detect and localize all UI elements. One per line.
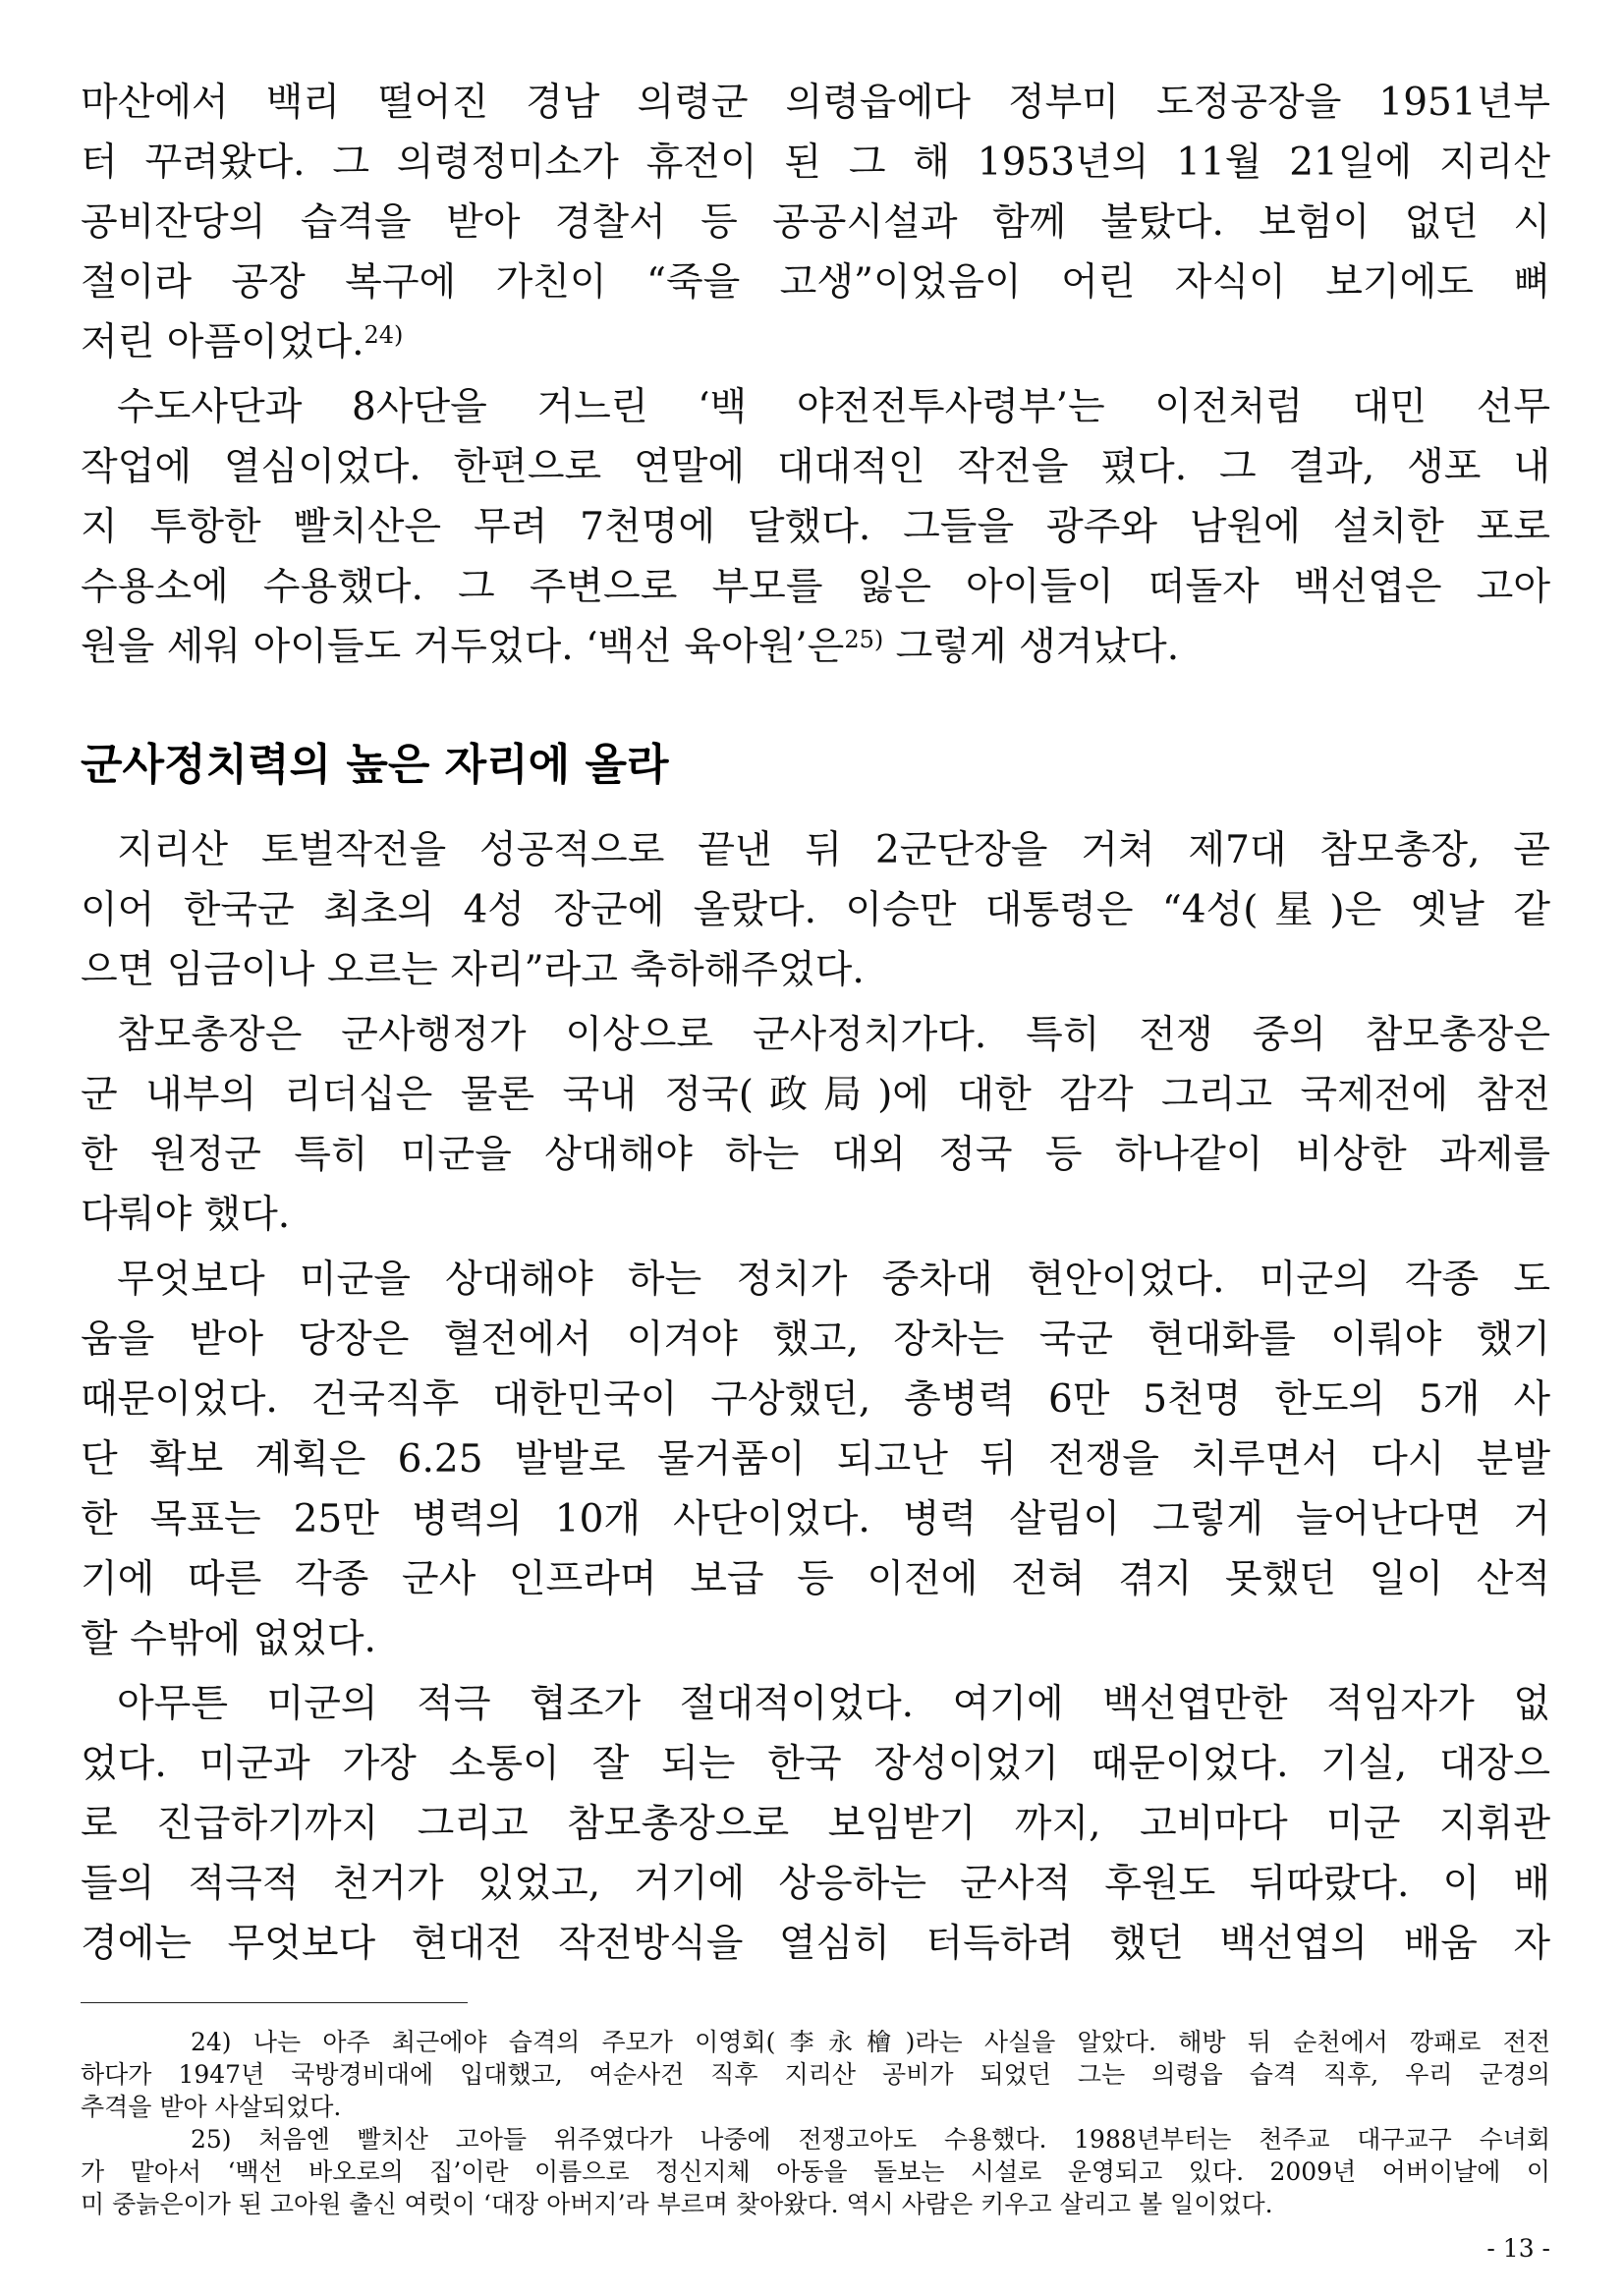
body-line: 터 꾸려왔다. 그 의령정미소가 휴전이 된 그 해 1953년의 11월 21일에 지리산 (81, 140, 1550, 185)
body-line: 작업에 열심이었다. 한편으로 연말에 대대적인 작전을 폈다. 그 결과, 생포 내 (81, 445, 1550, 489)
footnote-line (81, 2123, 1550, 2155)
body-line: 이어 한국군 최초의 4성 장군에 올랐다. 이승만 대통령은 “4성(星)은 옛날 같 (81, 888, 1550, 932)
body-line: 군 내부의 리더십은 물론 국내 정국(政局)에 대한 감각 그리고 국제전에 참전 (81, 1073, 1550, 1117)
footnote-text: 나는 아주 최근에야 습격의 주모가 이영회(李永檜)라는 사실을 알았다. 해방 뒤 순천에서 깡패로 전전 (252, 2028, 1550, 2056)
body-line (81, 312, 1550, 372)
body-line: 었다. 미군과 가장 소통이 잘 되는 한국 장성이었기 때문이었다. 기실, 대장으 (81, 1742, 1550, 1786)
body-line: 지 투항한 빨치산은 무려 7천명에 달했다. 그들을 광주와 남원에 설치한 포로 (81, 505, 1550, 549)
body-line-text: 원을 세워 아이들도 거두었다. ‘백선 육아원’은 (81, 625, 845, 669)
footnote-label: 24) (191, 2028, 232, 2056)
body-line: 들의 적극적 천거가 있었고, 거기에 상응하는 군사적 후원도 뒤따랐다. 이 배 (81, 1862, 1550, 1906)
body-line: 아무튼 미군의 적극 협조가 절대적이었다. 여기에 백선엽만한 적임자가 없 (117, 1682, 1550, 1726)
body-line: 공비잔당의 습격을 받아 경찰서 등 공공시설과 함께 불탔다. 보험이 없던 시 (81, 200, 1550, 245)
body-line: 다뤄야 했다. (81, 1193, 291, 1237)
footnote-divider (81, 2002, 468, 2003)
footnote-ref: 24) (364, 321, 404, 349)
body-line: 경에는 무엇보다 현대전 작전방식을 열심히 터득하려 했던 백선엽의 배움 자 (81, 1922, 1550, 1966)
footnote-label: 25) (191, 2125, 232, 2154)
body-line: 한 원정군 특히 미군을 상대해야 하는 대외 정국 등 하나같이 비상한 과제를 (81, 1133, 1550, 1177)
body-line: 움을 받아 당장은 혈전에서 이겨야 했고, 장차는 국군 현대화를 이뤄야 했기 (81, 1317, 1550, 1362)
body-line: 수도사단과 8사단을 거느린 ‘백 야전전투사령부’는 이전처럼 대민 선무 (117, 385, 1550, 429)
body-line: 때문이었다. 건국직후 대한민국이 구상했던, 총병력 6만 5천명 한도의 5개 사 (81, 1377, 1550, 1422)
footnote (81, 2026, 1550, 2123)
footnote-ref: 25) (844, 626, 884, 653)
body-line-text: 저린 아픔이었다. (81, 320, 364, 364)
paragraph (81, 377, 1550, 677)
page-number: - 13 - (1486, 2234, 1550, 2263)
body-text (81, 73, 1550, 1974)
body-line: 참모총장은 군사행정가 이상으로 군사정치가다. 특히 전쟁 중의 참모총장은 (117, 1013, 1550, 1057)
body-line: 절이라 공장 복구에 가친이 “죽을 고생”이었음이 어린 자식이 보기에도 뼈 (81, 260, 1550, 305)
body-line: 수용소에 수용했다. 그 주변으로 부모를 잃은 아이들이 떠돌자 백선엽은 고아 (81, 565, 1550, 609)
section-heading: 군사정치력의 높은 자리에 올라 (81, 740, 669, 790)
footnote-line (81, 2026, 1550, 2058)
paragraph (81, 73, 1550, 372)
body-line: 할 수밖에 없었다. (81, 1617, 376, 1661)
paragraph (81, 820, 1550, 1000)
body-line: 로 진급하기까지 그리고 참모총장으로 보임받기 까지, 고비마다 미군 지휘관 (81, 1802, 1550, 1846)
body-line: 무엇보다 미군을 상대해야 하는 정치가 중차대 현안이었다. 미군의 각종 도 (117, 1258, 1550, 1302)
paragraph (81, 1674, 1550, 1974)
paragraph (81, 1005, 1550, 1245)
footnote-line: 미 중늙은이가 된 고아원 출신 여럿이 ‘대장 아버지’라 부르며 찾아왔다. 역시 사람은 키우고 살리고 볼 일이었다. (81, 2190, 1273, 2218)
footnotes (81, 2026, 1550, 2220)
body-line: 단 확보 계획은 6.25 발발로 물거품이 되고난 뒤 전쟁을 치루면서 다시 분발 (81, 1437, 1550, 1482)
body-line: 기에 따른 각종 군사 인프라며 보급 등 이전에 전혀 겪지 못했던 일이 산적 (81, 1557, 1550, 1601)
body-line-text: 그렇게 생겨났다. (883, 625, 1180, 669)
body-line (81, 617, 1550, 677)
body-line: 마산에서 백리 떨어진 경남 의령군 의령읍에다 정부미 도정공장을 1951년부 (81, 81, 1550, 125)
body-line: 지리산 토벌작전을 성공적으로 끝낸 뒤 2군단장을 거쳐 제7대 참모총장, 곧 (117, 828, 1550, 872)
body-line: 한 목표는 25만 병력의 10개 사단이었다. 병력 살림이 그렇게 늘어난다면 거 (81, 1497, 1550, 1541)
footnote (81, 2123, 1550, 2220)
paragraph (81, 1250, 1550, 1669)
footnote-line: 하다가 1947년 국방경비대에 입대했고, 여순사건 직후 지리산 공비가 되었던 그는 의령읍 습격 직후, 우리 군경의 (81, 2060, 1550, 2089)
footnote-line: 추격을 받아 사살되었다. (81, 2093, 342, 2121)
footnote-text: 처음엔 빨치산 고아들 위주였다가 나중에 전쟁고아도 수용했다. 1988년부터는 천주교 대구교구 수녀회 (258, 2125, 1550, 2154)
footnote-line: 가 맡아서 ‘백선 바오로의 집’이란 이름으로 정신지체 아동을 돌보는 시설로 운영되고 있다. 2009년 어버이날에 이 (81, 2157, 1550, 2186)
body-line: 으면 임금이나 오르는 자리”라고 축하해주었다. (81, 948, 865, 992)
